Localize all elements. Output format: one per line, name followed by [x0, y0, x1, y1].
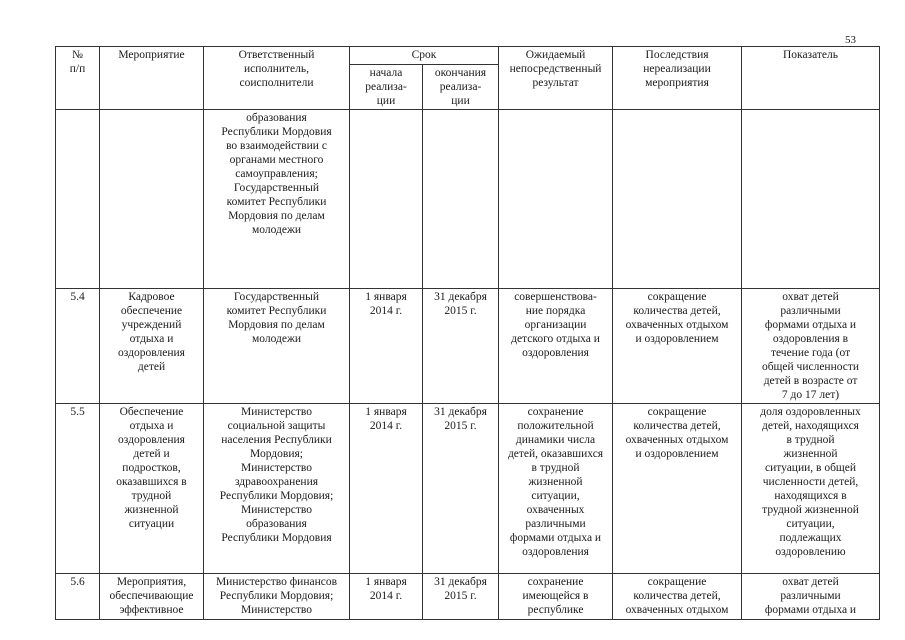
- cell-end: 31 декабря 2015 г.: [423, 574, 499, 620]
- cell-responsible: Министерство социальной защиты населения Республики Мордовия; Министерство здравоохранения Республики Мордовия; Министерство образования Республики Мордовия: [204, 404, 350, 574]
- cell-end: [423, 110, 499, 289]
- cell-consequences: сокращение количества детей, охваченных отдыхом и оздоровлением: [613, 404, 742, 574]
- cell-end: 31 декабря 2015 г.: [423, 404, 499, 574]
- cell-num: 5.5: [56, 404, 100, 574]
- cell-event: Обеспечение отдыха и оздоровления детей и подростков, оказавшихся в трудной жизненной ситуации: [100, 404, 204, 574]
- cell-expected: совершенствова- ние порядка организации детского отдыха и оздоровления: [499, 289, 613, 404]
- cell-expected: сохранение положительной динамики числа детей, оказавшихся в трудной жизненной ситуации, охваченных различными формами отдыха и оздоровления: [499, 404, 613, 574]
- cell-expected: сохранение имеющейся в республике: [499, 574, 613, 620]
- col-header-term-end: окончания реализа- ции: [423, 65, 499, 110]
- cell-num: 5.6: [56, 574, 100, 620]
- col-header-event: Мероприятие: [100, 47, 204, 110]
- cell-responsible: Министерство финансов Республики Мордовия; Министерство: [204, 574, 350, 620]
- cell-num: [56, 110, 100, 289]
- cell-start: [350, 110, 423, 289]
- cell-responsible: образования Республики Мордовия во взаимодействии с органами местного самоуправления; Государственный комитет Республики Мордовия по делам молодежи: [204, 110, 350, 289]
- table-row: [56, 289, 880, 404]
- col-header-indicator: Показатель: [742, 47, 880, 110]
- col-header-term-start: начала реализа- ции: [350, 65, 423, 110]
- cell-num: 5.4: [56, 289, 100, 404]
- cell-responsible: Государственный комитет Республики Мордовия по делам молодежи: [204, 289, 350, 404]
- cell-consequences: сокращение количества детей, охваченных отдыхом и оздоровлением: [613, 289, 742, 404]
- col-header-consequences: Последствия нереализации мероприятия: [613, 47, 742, 110]
- cell-event: Мероприятия, обеспечивающие эффективное: [100, 574, 204, 620]
- table-row: [56, 574, 880, 620]
- col-header-term: Срок: [350, 47, 499, 65]
- cell-start: 1 января 2014 г.: [350, 574, 423, 620]
- table-row: [56, 404, 880, 574]
- cell-end: 31 декабря 2015 г.: [423, 289, 499, 404]
- table-header-row: [56, 47, 880, 65]
- col-header-responsible: Ответственный исполнитель, соисполнители: [204, 47, 350, 110]
- cell-expected: [499, 110, 613, 289]
- activity-plan-table: [55, 46, 880, 620]
- cell-indicator: охват детей различными формами отдыха и: [742, 574, 880, 620]
- cell-start: 1 января 2014 г.: [350, 289, 423, 404]
- cell-event: [100, 110, 204, 289]
- cell-indicator: [742, 110, 880, 289]
- page-number: 53: [845, 34, 856, 46]
- cell-start: 1 января 2014 г.: [350, 404, 423, 574]
- cell-consequences: сокращение количества детей, охваченных отдыхом: [613, 574, 742, 620]
- table-row: [56, 110, 880, 289]
- col-header-expected: Ожидаемый непосредственный результат: [499, 47, 613, 110]
- cell-event: Кадровое обеспечение учреждений отдыха и оздоровления детей: [100, 289, 204, 404]
- cell-indicator: охват детей различными формами отдыха и оздоровления в течение года (от общей численности детей в возрасте от 7 до 17 лет): [742, 289, 880, 404]
- cell-consequences: [613, 110, 742, 289]
- col-header-num: № п/п: [56, 47, 100, 110]
- cell-indicator: доля оздоровленных детей, находящихся в трудной жизненной ситуации, в общей численности детей, находящихся в трудной жизненной ситуации, подлежащих оздоровлению: [742, 404, 880, 574]
